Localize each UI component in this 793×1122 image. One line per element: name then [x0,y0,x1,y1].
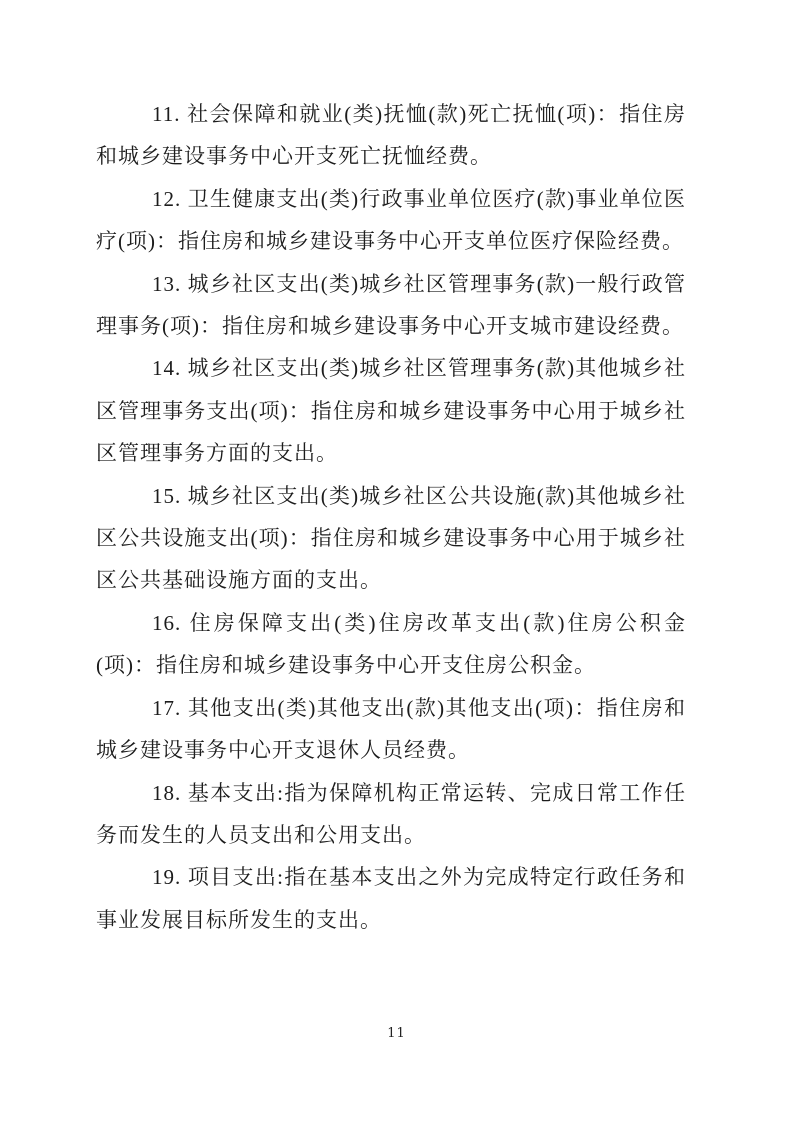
paragraph-item-13: 13. 城乡社区支出(类)城乡社区管理事务(款)一般行政管理事务(项)：指住房和城乡建设事务中心开支城市建设经费。 [96,271,686,339]
paragraph-item-17: 17. 其他支出(类)其他支出(款)其他支出(项)：指住房和城乡建设事务中心开支退休人员经费。 [96,695,686,763]
paragraph-item-19: 19. 项目支出:指在基本支出之外为完成特定行政任务和事业发展目标所发生的支出。 [96,865,686,932]
page-footer [0,1024,793,1042]
paragraph-item-14: 14. 城乡社区支出(类)城乡社区管理事务(款)其他城乡社区管理事务支出(项)：指住房和城乡建设事务中心用于城乡社区管理事务方面的支出。 [96,356,686,466]
paragraph-item-16: 16. 住房保障支出(类)住房改革支出(款)住房公积金(项)：指住房和城乡建设事务中心开支住房公积金。 [96,610,686,678]
document-body [96,93,686,941]
page-number: 11 [387,1026,406,1041]
paragraph-item-18: 18. 基本支出:指为保障机构正常运转、完成日常工作任务而发生的人员支出和公用支出。 [96,780,686,847]
paragraph-item-12: 12. 卫生健康支出(类)行政事业单位医疗(款)事业单位医疗(项)：指住房和城乡建设事务中心开支单位医疗保险经费。 [96,186,686,254]
paragraph-item-15: 15. 城乡社区支出(类)城乡社区公共设施(款)其他城乡社区公共设施支出(项)：指住房和城乡建设事务中心用于城乡社区公共基础设施方面的支出。 [96,483,686,593]
paragraph-item-11: 11. 社会保障和就业(类)抚恤(款)死亡抚恤(项)：指住房和城乡建设事务中心开支死亡抚恤经费。 [96,102,686,169]
